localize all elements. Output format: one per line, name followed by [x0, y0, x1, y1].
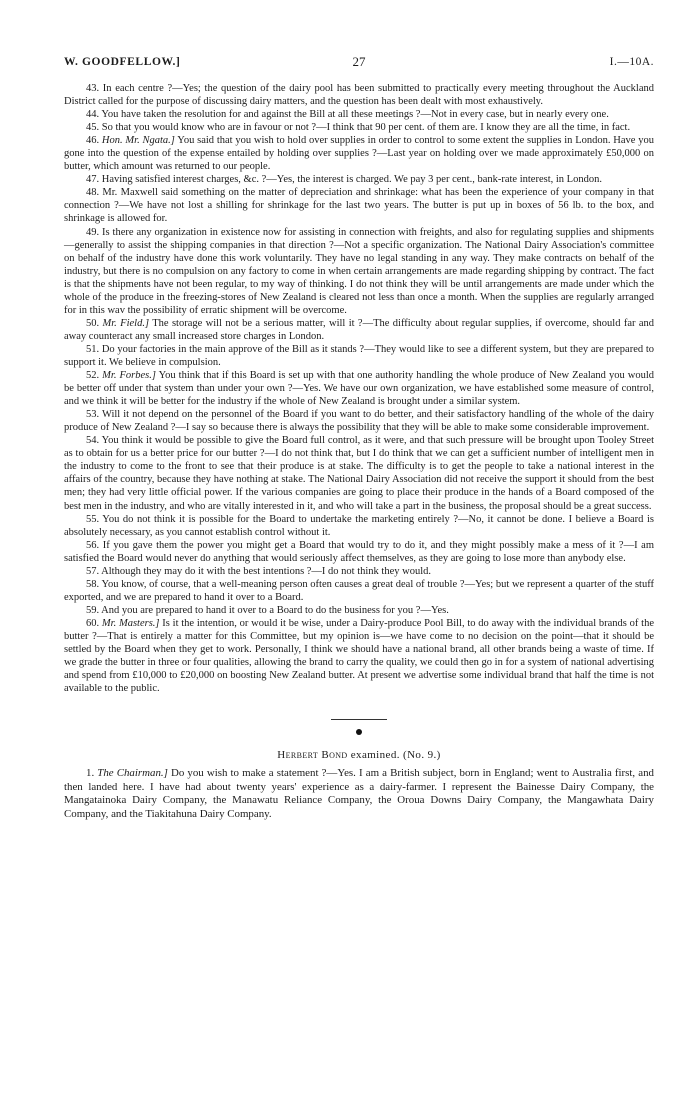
- section-heading-suffix: examined. (No. 9.): [350, 749, 441, 762]
- witness-name: W. GOODFELLOW.]: [64, 56, 181, 68]
- evidence-paragraph: 48. Mr. Maxwell said something on the matter of depreciation and shrinkage: what has been the experience of your company in that connection ?—We have not lost a shilling for shrinkage for the last two years. The butter is put up in boxes of 56 lb. to the box, and shrinkage is allowed for.: [64, 187, 654, 225]
- speaker-name: Mr. Masters.]: [101, 617, 160, 629]
- section-paragraphs: [64, 767, 654, 821]
- evidence-paragraph: 1. The Chairman.] Do you wish to make a statement ?—Yes. I am a British subject, born in England; went to Australia first, and then landed here. I have had about twenty years' experience as a dairy-farmer. I represent the Bainesse Dairy Company, the Mangatainoka Dairy Company, the Manawatu Reliance Company, the Oroua Downs Dairy Company, the Mangawhata Dairy Company, and the Tiakitahuna Dairy Company.: [64, 767, 654, 820]
- evidence-paragraph: 54. You think it would be possible to give the Board full control, as it were, and that such pressure will be brought upon Tooley Street as to obtain for us a better price for our butter ?—I do not think that, but I do think that we can get a sufficient number of intelligent men in the industry to come to the front to see that their produce is at stake. The difficulty is to get the people to take a national interest in the affairs of the country, because they have nothing at stake. The National Dairy Association did not receive the support it should from the best men; they had very little official power. If the various companies are going to place their produce in the hands of a Board composed of the best men in the industry, and who are vitally interested in it, and who will take a part in the business, the proposal should be a great success.: [64, 435, 654, 512]
- evidence-paragraph: 56. If you gave them the power you might get a Board that would try to do it, and they might possibly make a mess of it ?—I am satisfied the Board would never do anything that would seriously affect themselves, as they are going to lose more than anybody else.: [64, 539, 654, 564]
- evidence-paragraph: 59. And you are prepared to hand it over to a Board to do the business for you ?—Yes.: [86, 604, 449, 616]
- evidence-paragraph: 57. Although they may do it with the best intentions ?—I do not think they would.: [86, 565, 432, 577]
- evidence-paragraph: 45. So that you would know who are in favour or not ?—I think that 90 per cent. of them are. I know they are all the time, in fact.: [86, 122, 631, 134]
- divider-dot: [356, 729, 362, 735]
- evidence-paragraph: 52. Mr. Forbes.] You think that if this Board is set up with that one authority handling the whole produce of New Zealand you would be better off under that system than under your own ?—Yes. We have our own organization, we have established some measure of control, and we think it will be better for the industry if the whole of New Zealand is brought under a similar system.: [64, 370, 654, 408]
- speaker-name: Mr. Field.]: [102, 317, 150, 329]
- speaker-name: Hon. Mr. Ngata.]: [101, 135, 175, 147]
- section-heading: [64, 749, 654, 761]
- speaker-name: Mr. Forbes.]: [102, 370, 156, 382]
- evidence-paragraph: 49. Is there any organization in existence now for assisting in connection with freights, and also for regulating supplies and shipments—generally to assist the shipping companies in that direction ?—Not a specific organization. The National Dairy Association's committee on behalf of the industry have done this work voluntarily. They have no legal standing in any way. They make contracts on behalf of the industry, but there is no compulsion on any factory to come in when certain arrangements are made regarding shipping by contract. The fact is that the shipments have not been regular, to my way of thinking. I do not think they will be until arrangements are made under which the whole of the produce in the freezing-stores of New Zealand is cleared not less than once a month. When the supplies are regularly arranged for in this wav the possibility of erratic shipment will be overcome.: [64, 226, 654, 316]
- speaker-name: The Chairman.]: [97, 767, 168, 780]
- evidence-paragraph: 60. Mr. Masters.] Is it the intention, or would it be wise, under a Dairy-produce Pool Bill, to do away with the individual brands of the butter ?—That is entirely a matter for this Committee, but my opinion is—we have come to no decision on the point—that it should be settled by the Board when they get to work. Personally, I think we should have a national brand, all other brands being a waste of time. If we grade the butter in three or four qualities, allowing the brand to carry the quality, we could then go in for a system of national advertising and spend from £10,000 to £20,000 on boosting New Zealand butter. At present we advertise some individual brand that half the time is not available to the public.: [64, 617, 655, 695]
- evidence-paragraph: 44. You have taken the resolution for and against the Bill at all these meetings ?—Not in every case, but in nearly every one.: [86, 109, 609, 121]
- evidence-paragraph: 47. Having satisfied interest charges, &c. ?—Yes, the interest is charged. We pay 3 per cent., bank-rate interest, in London.: [86, 174, 602, 186]
- page-header: [64, 54, 654, 78]
- evidence-paragraph: 43. In each centre ?—Yes; the question of the dairy pool has been submitted to practically every meeting throughout the Auckland District called for the purpose of discussing dairy matters, and the question has been dealt with most exhaustively.: [64, 83, 654, 108]
- evidence-paragraph: 53. Will it not depend on the personnel of the Board if you want to do better, and their satisfactory handling of the whole of the dairy produce of New Zealand ?—I say so because there is always the possibility that they will be able to make some considerable improvement.: [64, 409, 654, 434]
- page-number: 27: [352, 54, 366, 69]
- evidence-paragraph: 46. Hon. Mr. Ngata.] You said that you wish to hold over supplies in order to control to some extent the supplies in London. Have you gone into the question of the expense entailed by holding over supplies ?—Last year on holding over we made approximately £50,000 on butter, which amount was returned to our people.: [64, 135, 654, 173]
- section-witness-name: Herbert Bond: [277, 749, 348, 762]
- evidence-paragraph: 51. Do your factories in the main approve of the Bill as it stands ?—They would like to see a different system, but they are prepared to support it. We believe in compulsion.: [64, 343, 654, 368]
- evidence-paragraph: 50. Mr. Field.] The storage will not be a serious matter, will it ?—The difficulty about regular supplies, if overcome, should far and away counteract any small increased store charges in London.: [64, 317, 655, 342]
- evidence-paragraphs: [64, 82, 654, 695]
- evidence-paragraph: 55. You do not think it is possible for the Board to undertake the marketing entirely ?—No, it cannot be done. I believe a Board is absolutely necessary, as you cannot establish control without it.: [64, 513, 654, 538]
- evidence-paragraph: 58. You know, of course, that a well-meaning person often causes a great deal of trouble ?—Yes; but we represent a quarter of the stuff exported, and we are prepared to hand it over to a Board.: [64, 578, 654, 603]
- section-divider: [331, 719, 387, 720]
- paper-reference: I.—10A.: [609, 56, 654, 68]
